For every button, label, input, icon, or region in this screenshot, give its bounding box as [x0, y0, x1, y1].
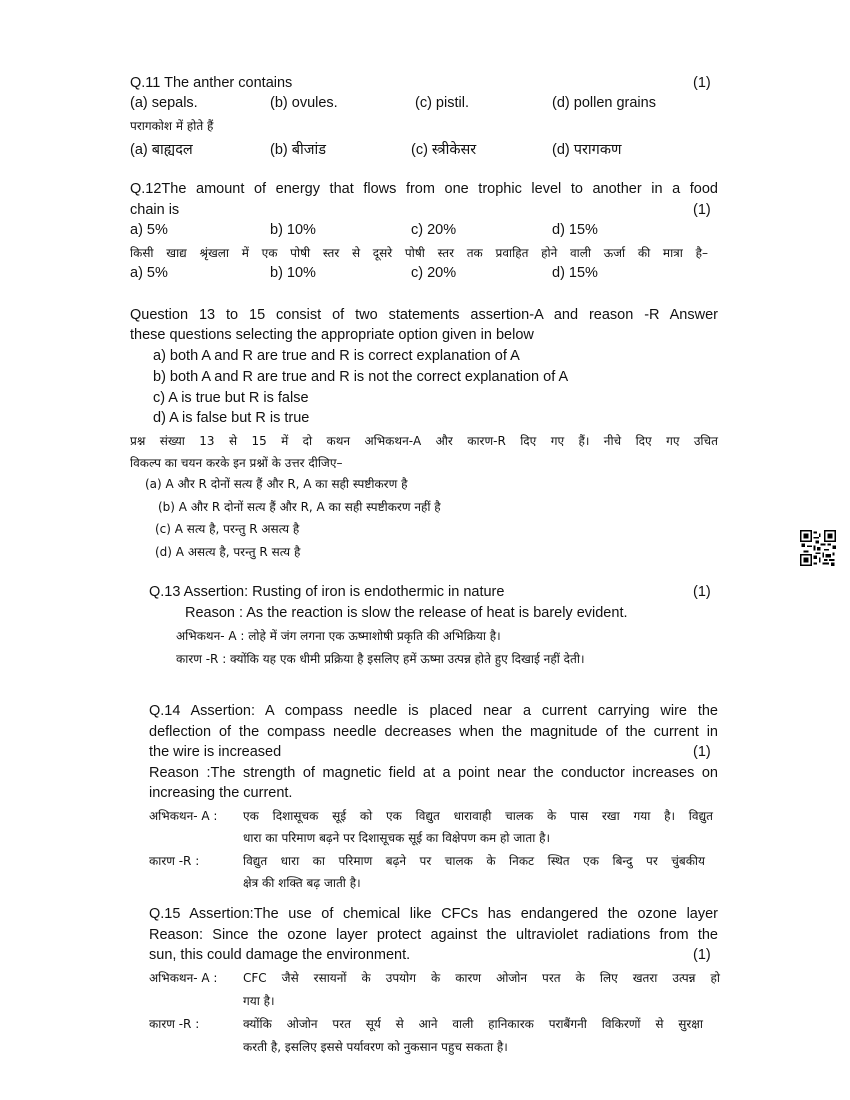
q11-question: Q.11 The anther contains [130, 75, 293, 91]
q14-line3: the wire is increased [149, 744, 282, 760]
instructions-option-d: d) A is false but R is true [153, 410, 310, 426]
q12-option-b: b) 10% [270, 222, 316, 238]
q14-hindi-assertion-line2: धारा का परिमाण बढ़ने पर दिशासूचक सूई का विक्षेपण कम हो जाता है। [243, 831, 551, 845]
q12-hindi-option-a: a) 5% [130, 265, 168, 281]
qr-code [800, 530, 836, 566]
q14-hindi-assertion-label: अभिकथन- A : [149, 809, 218, 823]
q12-hindi-question: किसी खाद्य श्रृंखला में एक पोषी स्तर से दूसरे पोषी स्तर तक प्रवाहित होने वाली ऊर्जा की मात्रा है– [130, 246, 708, 260]
q15-marks: (1) [693, 947, 711, 963]
q11-hindi-option-b: (b) बीजांड [270, 142, 327, 158]
instructions-option-c: c) A is true but R is false [153, 390, 309, 406]
instructions-option-a: a) both A and R are true and R is correct explanation of A [153, 348, 520, 364]
q13-assertion: Q.13 Assertion: Rusting of iron is endothermic in nature [149, 584, 505, 600]
instructions-line1: Question 13 to 15 consist of two statements assertion-A and reason -R Answer [130, 307, 718, 323]
q11-option-a: (a) sepals. [130, 95, 198, 111]
q14-hindi-assertion-line1: एक दिशासूचक सूई को एक विद्युत धारावाही चालक के पास रखा गया है। विद्युत [243, 809, 713, 823]
instructions-hindi-option-c: (c) A सत्य है, परन्तु R असत्य है [155, 522, 300, 536]
q11-option-d: (d) pollen grains [552, 95, 656, 111]
q13-reason: Reason : As the reaction is slow the release of heat is barely evident. [185, 605, 628, 621]
q14-line2: deflection of the compass needle decreases when the magnitude of the current in [149, 724, 718, 740]
instructions-hindi-line2: विकल्प का चयन करके इन प्रश्नों के उत्तर दीजिए– [130, 456, 343, 470]
instructions-hindi-option-b: (b) A और R दोनों सत्य हैं और R, A का सही स्पष्टीकरण नहीं है [158, 500, 441, 514]
q15-line2: Reason: Since the ozone layer protect against the ultraviolet radiations from the [149, 927, 718, 943]
q15-line1: Q.15 Assertion:The use of chemical like CFCs has endangered the ozone layer [149, 906, 718, 922]
q12-line1: Q.12The amount of energy that flows from one trophic level to another in a food [130, 181, 718, 197]
q15-hindi-reason-line1: क्योंकि ओजोन परत सूर्य से आने वाली हानिकारक पराबैंगनी विकिरणों से सुरक्षा [243, 1017, 703, 1031]
instructions-hindi-option-d: (d) A असत्य है, परन्तु R सत्य है [155, 545, 301, 559]
q14-marks: (1) [693, 744, 711, 760]
q14-reason-line2: increasing the current. [149, 785, 293, 801]
q13-hindi-reason: कारण -R : क्योंकि यह एक धीमी प्रक्रिया है इसलिए हमें ऊष्मा उत्पन्न होते हुए दिखाई नहीं देती। [176, 652, 585, 666]
q11-hindi-option-c: (c) स्त्रीकेसर [411, 142, 477, 158]
q14-hindi-reason-line2: क्षेत्र की शक्ति बढ़ जाती है। [243, 876, 361, 890]
q13-hindi-assertion: अभिकथन- A : लोहे में जंग लगना एक ऊष्माशोषी प्रकृति की अभिक्रिया है। [176, 629, 501, 643]
q12-option-c: c) 20% [411, 222, 457, 238]
q14-hindi-reason-line1: विद्युत धारा का परिमाण बढ़ने पर चालक के निकट स्थित एक बिन्दु पर चुंबकीय [243, 854, 705, 868]
q13-marks: (1) [693, 584, 711, 600]
instructions-hindi-line1: प्रश्न संख्या 13 से 15 में दो कथन अभिकथन-A और कारण-R दिए गए हैं। नीचे दिए गए उचित [130, 434, 718, 448]
q11-hindi-question: परागकोश में होते हैं [130, 119, 214, 133]
q15-hindi-assertion-label: अभिकथन- A : [149, 971, 218, 985]
q15-hindi-reason-label: कारण -R : [149, 1017, 200, 1031]
instructions-option-b: b) both A and R are true and R is not the correct explanation of A [153, 369, 569, 385]
q12-option-d: d) 15% [552, 222, 598, 238]
q12-hindi-option-d: d) 15% [552, 265, 598, 281]
q12-marks: (1) [693, 202, 711, 218]
instructions-line2: these questions selecting the appropriate option given in below [130, 327, 534, 343]
q15-line3: sun, this could damage the environment. [149, 947, 411, 963]
q15-hindi-assertion-line2: गया है। [243, 994, 275, 1008]
q12-option-a: a) 5% [130, 222, 168, 238]
q12-hindi-option-b: b) 10% [270, 265, 316, 281]
q12-line2: chain is [130, 202, 180, 218]
q11-option-b: (b) ovules. [270, 95, 338, 111]
q12-hindi-option-c: c) 20% [411, 265, 457, 281]
q14-reason-line1: Reason :The strength of magnetic field at a point near the conductor increases on [149, 765, 718, 781]
instructions-hindi-option-a: (a) A और R दोनों सत्य हैं और R, A का सही स्पष्टीकरण है [145, 477, 408, 491]
q11-hindi-option-a: (a) बाह्यदल [130, 142, 193, 158]
q11-marks: (1) [693, 75, 711, 91]
q15-hindi-assertion-line1: CFC जैसे रसायनों के उपयोग के कारण ओजोन परत के लिए खतरा उत्पन्न हो [243, 971, 720, 985]
q15-hindi-reason-line2: करती है, इसलिए इससे पर्यावरण को नुकसान पहुच सकता है। [243, 1040, 508, 1054]
q11-option-c: (c) pistil. [415, 95, 469, 111]
q11-hindi-option-d: (d) परागकण [552, 142, 622, 158]
q14-line1: Q.14 Assertion: A compass needle is placed near a current carrying wire the [149, 703, 718, 719]
q14-hindi-reason-label: कारण -R : [149, 854, 200, 868]
